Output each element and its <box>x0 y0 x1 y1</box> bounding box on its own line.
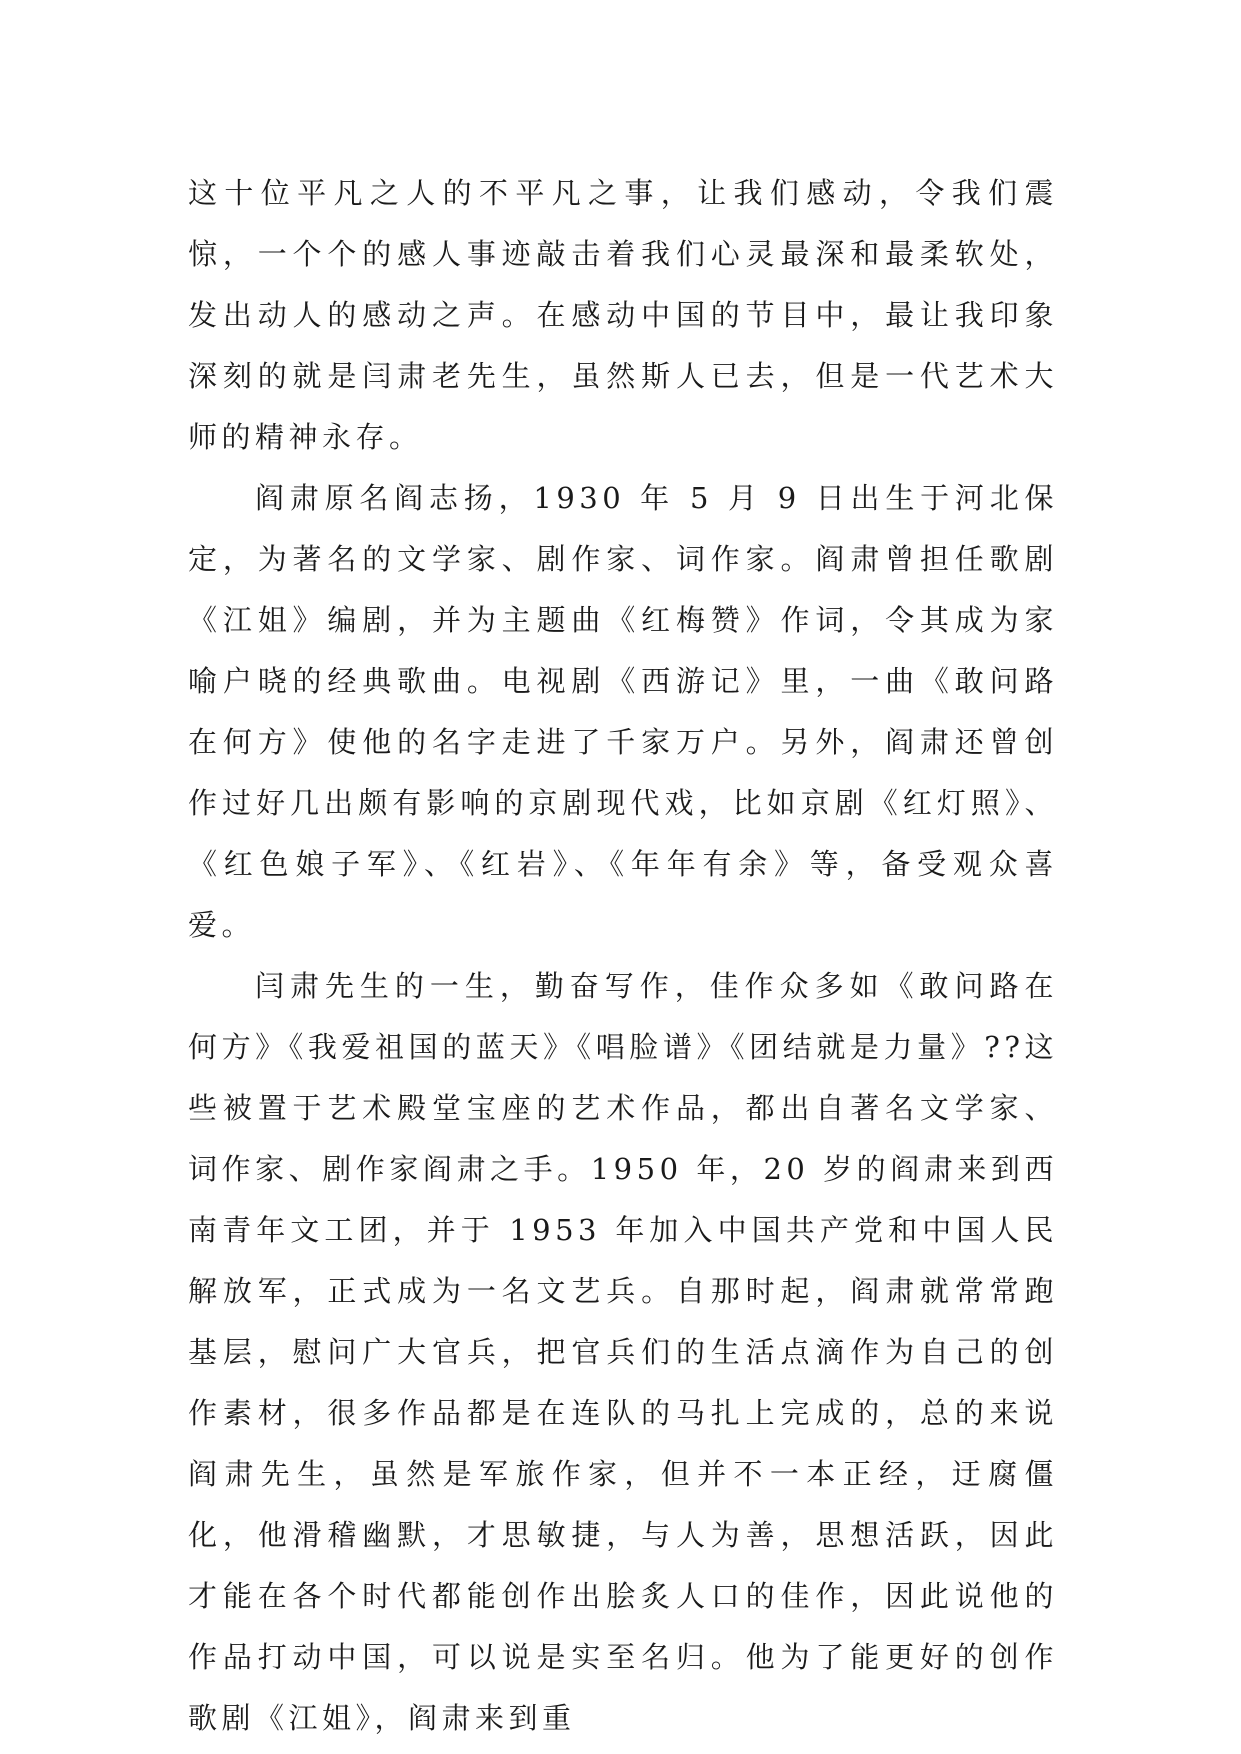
document-body <box>188 163 1058 1749</box>
paragraph-2: 阎肃原名阎志扬，1930 年 5 月 9 日出生于河北保定，为著名的文学家、剧作家、词作家。阎肃曾担任歌剧《江姐》编剧，并为主题曲《红梅赞》作词，令其成为家喻户晓的经典歌曲。电视剧《西游记》里，一曲《敢问路在何方》使他的名字走进了千家万户。另外，阎肃还曾创作过好几出颇有影响的京剧现代戏，比如京剧《红灯照》、《红色娘子军》、《红岩》、《年年有余》等，备受观众喜爱。 <box>188 481 1058 942</box>
paragraph-1: 这十位平凡之人的不平凡之事，让我们感动，令我们震惊，一个个的感人事迹敲击着我们心灵最深和最柔软处，发出动人的感动之声。在感动中国的节目中，最让我印象深刻的就是闫肃老先生，虽然斯人已去，但是一代艺术大师的精神永存。 <box>188 176 1058 454</box>
paragraph-3: 闫肃先生的一生，勤奋写作，佳作众多如《敢问路在何方》《我爱祖国的蓝天》《唱脸谱》《团结就是力量》??这些被置于艺术殿堂宝座的艺术作品，都出自著名文学家、词作家、剧作家阎肃之手。1950 年，20 岁的阎肃来到西南青年文工团，并于 1953 年加入中国共产党和中国人民解放军，正式成为一名文艺兵。自那时起，阎肃就常常跑基层，慰问广大官兵，把官兵们的生活点滴作为自己的创作素材，很多作品都是在连队的马扎上完成的，总的来说阎肃先生，虽然是军旅作家，但并不一本正经，迂腐僵化，他滑稽幽默，才思敏捷，与人为善，思想活跃，因此才能在各个时代都能创作出脍炙人口的佳作，因此说他的作品打动中国，可以说是实至名归。他为了能更好的创作歌剧《江姐》，阎肃来到重 <box>188 969 1058 1735</box>
